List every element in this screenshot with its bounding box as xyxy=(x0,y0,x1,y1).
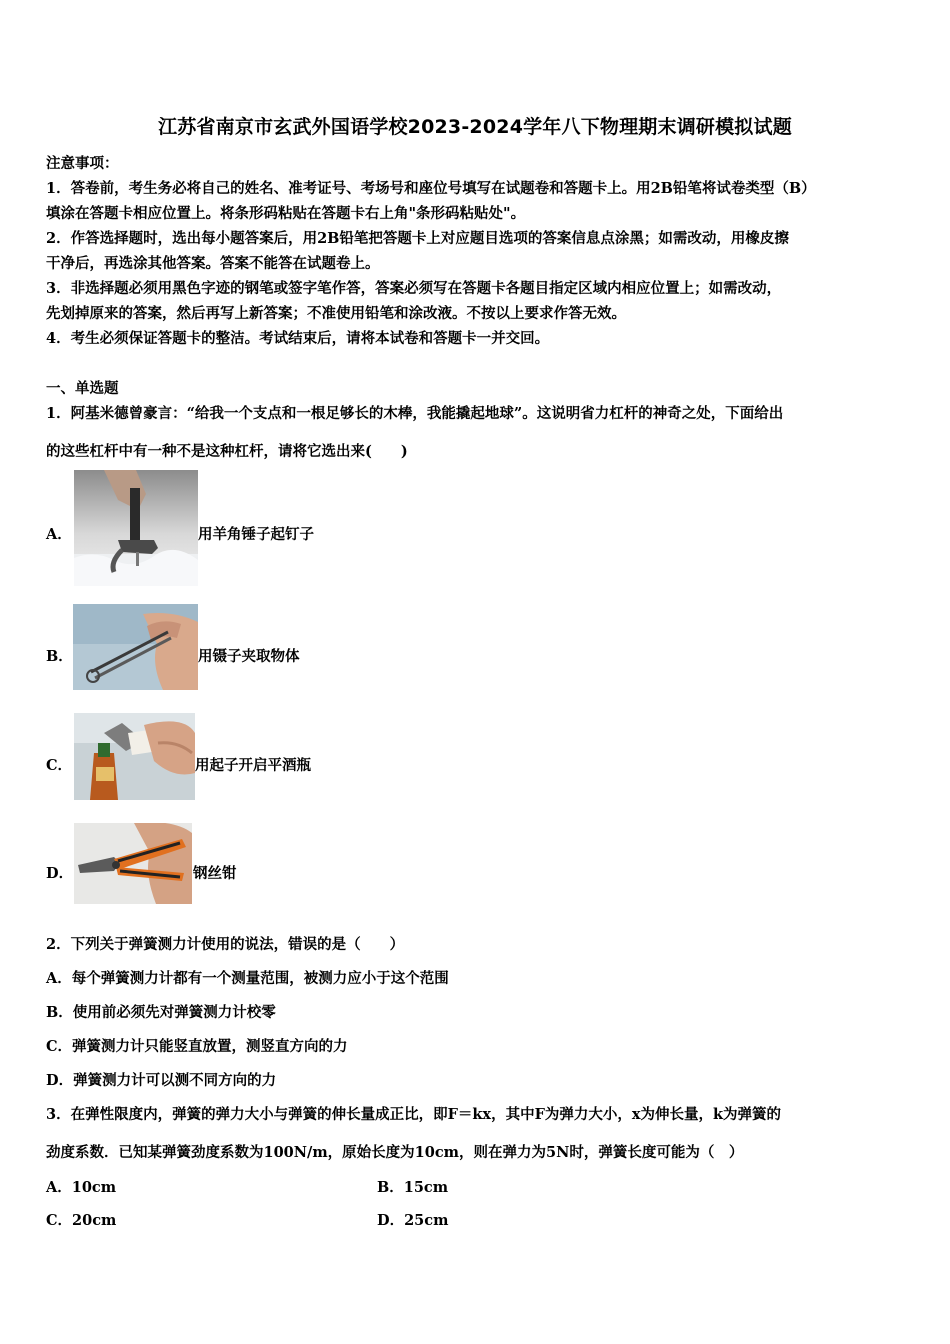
option-d-letter: D． xyxy=(46,865,74,882)
notice-line: 2．作答选择题时，选出每小题答案后，用2B铅笔把答题卡上对应题目选项的答案信息点涂黑；如需改动，用橡皮擦 xyxy=(46,230,789,247)
question-1-stem: 的这些杠杆中有一种不是这种杠杆，请将它选出来( ) xyxy=(46,443,408,460)
claw-hammer-icon xyxy=(74,470,198,586)
question-3-option: A．10cm xyxy=(46,1179,117,1196)
page-title: 江苏省南京市玄武外国语学校2023-2024学年八下物理期末调研模拟试题 xyxy=(158,116,792,138)
notice-line: 1．答卷前，考生务必将自己的姓名、准考证号、考场号和座位号填写在试题卷和答题卡上。用2B铅笔将试卷类型（B） xyxy=(46,180,816,197)
notice-line: 4．考生必须保证答题卡的整洁。考试结束后，请将本试卷和答题卡一并交回。 xyxy=(46,330,550,347)
question-2-stem: 2．下列关于弹簧测力计使用的说法，错误的是（ ） xyxy=(46,936,405,953)
option-b-text: 用镊子夹取物体 xyxy=(198,648,300,665)
question-3-stem: 劲度系数．已知某弹簧劲度系数为100N/m，原始长度为10cm，则在弹力为5N时，弹簧长度可能为（ ） xyxy=(46,1144,744,1161)
question-2-option: B．使用前必须先对弹簧测力计校零 xyxy=(46,1004,276,1021)
question-3-option: D．25cm xyxy=(377,1212,449,1229)
question-1-stem: 1．阿基米德曾豪言：“给我一个支点和一根足够长的木棒，我能撬起地球”。这说明省力杠杆的神奇之处，下面给出 xyxy=(46,405,784,422)
notice-heading: 注意事项： xyxy=(46,155,119,172)
question-2-option: A．每个弹簧测力计都有一个测量范围，被测力应小于这个范围 xyxy=(46,970,449,987)
notice-line: 先划掉原来的答案，然后再写上新答案；不准使用铅笔和涂改液。不按以上要求作答无效。 xyxy=(46,305,626,322)
bottle-opener-icon xyxy=(74,713,195,800)
option-b-letter: B． xyxy=(46,648,73,665)
option-a-text: 用羊角锤子起钉子 xyxy=(198,526,314,543)
tweezers-icon xyxy=(73,604,198,690)
notice-line: 干净后，再选涂其他答案。答案不能答在试题卷上。 xyxy=(46,255,380,272)
question-3-option: C．20cm xyxy=(46,1212,117,1229)
option-c-letter: C． xyxy=(46,757,73,774)
option-a-letter: A． xyxy=(46,526,72,543)
notice-line: 3．非选择题必须用黑色字迹的钢笔或签字笔作答，答案必须写在答题卡各题目指定区域内相应位置上；如需改动， xyxy=(46,280,782,297)
option-d-text: 钢丝钳 xyxy=(193,865,237,882)
question-3-stem: 3．在弹性限度内，弹簧的弹力大小与弹簧的伸长量成正比，即F＝kx，其中F为弹力大小，x为伸长量，k为弹簧的 xyxy=(46,1106,782,1123)
option-c-text: 用起子开启平酒瓶 xyxy=(195,757,311,774)
question-3-option: B．15cm xyxy=(377,1179,449,1196)
notice-line: 填涂在答题卡相应位置上。将条形码粘贴在答题卡右上角"条形码粘贴处"。 xyxy=(46,205,526,222)
pliers-icon xyxy=(74,823,192,904)
section-heading: 一、单选题 xyxy=(46,380,119,397)
question-2-option: C．弹簧测力计只能竖直放置，测竖直方向的力 xyxy=(46,1038,348,1055)
question-2-option: D．弹簧测力计可以测不同方向的力 xyxy=(46,1072,277,1089)
